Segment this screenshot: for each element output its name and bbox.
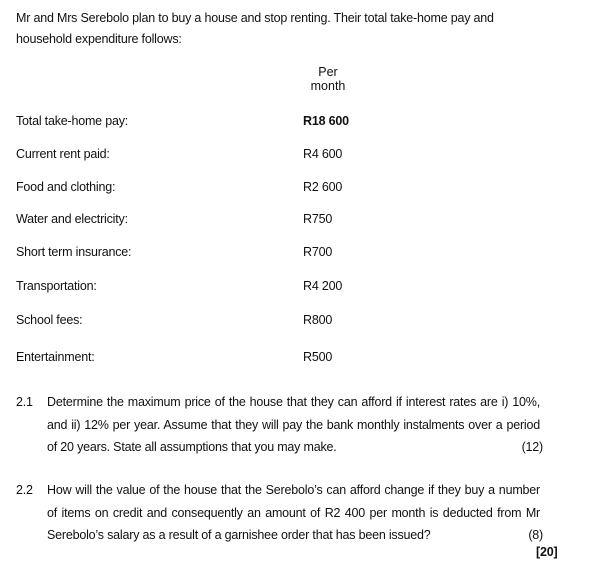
row-amount: R750 xyxy=(303,212,333,226)
row-amount: R4 600 xyxy=(303,147,343,161)
question-text: How will the value of the house that the Serebolo’s can afford change if they buy a number of items on credit and consequently an amount of R2 400 per month is deducted from Mr Serebolo’s salary as a result of a garnishee order that has been issued? xyxy=(47,483,540,542)
row-label: Entertainment: xyxy=(16,350,95,364)
question-marks: (12) xyxy=(521,440,543,454)
question-2-1 xyxy=(16,391,543,461)
question-2-2 xyxy=(16,479,543,549)
row-label: Short term insurance: xyxy=(16,245,132,259)
row-label: Total take-home pay: xyxy=(16,114,129,128)
table-row xyxy=(16,212,436,230)
row-amount: R700 xyxy=(303,245,333,259)
question-number: 2.1 xyxy=(16,395,33,409)
row-label: Water and electricity: xyxy=(16,212,128,226)
table-row xyxy=(16,245,436,263)
column-header-per-month: Per month xyxy=(310,65,346,93)
question-marks: (8) xyxy=(528,528,543,542)
row-label: School fees: xyxy=(16,313,83,327)
row-amount: R500 xyxy=(303,350,333,364)
row-amount: R800 xyxy=(303,313,333,327)
table-row xyxy=(16,147,436,165)
question-number: 2.2 xyxy=(16,483,33,497)
table-row xyxy=(16,279,436,297)
total-marks: [20] xyxy=(536,545,558,559)
table-row xyxy=(16,114,436,132)
intro-paragraph: Mr and Mrs Serebolo plan to buy a house and stop renting. Their total take-home pay and household expenditure follows: xyxy=(16,11,494,46)
table-row xyxy=(16,313,436,331)
table-row xyxy=(16,180,436,198)
row-amount: R18 600 xyxy=(303,114,349,128)
row-amount: R4 200 xyxy=(303,279,343,293)
row-amount: R2 600 xyxy=(303,180,343,194)
row-label: Food and clothing: xyxy=(16,180,116,194)
question-text: Determine the maximum price of the house that they can afford if interest rates are i) 10%, and ii) 12% per year. Assume that they will pay the bank monthly instalments over a period of 20 years. State all assumptions that you may make. xyxy=(47,395,540,454)
table-row xyxy=(16,350,436,368)
row-label: Current rent paid: xyxy=(16,147,110,161)
row-label: Transportation: xyxy=(16,279,97,293)
